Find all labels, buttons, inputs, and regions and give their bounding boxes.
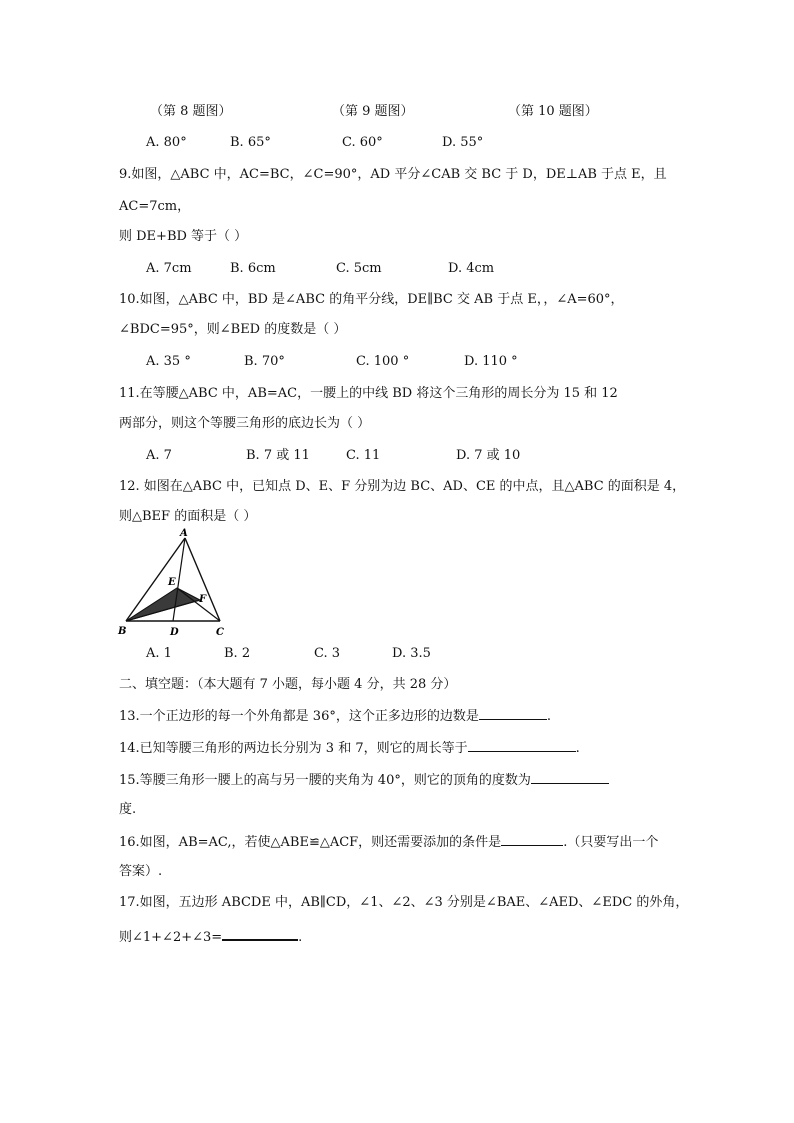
label-a: A — [180, 528, 188, 539]
q11-option-a: A. 7 — [146, 448, 172, 463]
q11-line-1: 11.在等腰△ABC 中，AB=AC，一腰上的中线 BD 将这个三角形的周长分为 15 和 12 — [119, 386, 618, 401]
label-b: B — [118, 626, 127, 637]
triangle-figure — [112, 528, 242, 640]
q13-line — [119, 706, 551, 726]
q10-line-1: 10.如图，△ABC 中，BD 是∠ABC 的角平分线，DE∥BC 交 AB 于点 E，，∠A=60°， — [119, 292, 624, 307]
label-c: C — [216, 627, 224, 638]
q16-line-2: 答案）. — [119, 864, 163, 879]
q10-option-a: A. 35 ° — [146, 354, 191, 369]
q17-end: . — [298, 930, 303, 945]
q12-option-d: D. 3.5 — [392, 646, 431, 661]
q11-option-c: C. 11 — [346, 448, 381, 463]
q17-line-1: 17.如图，五边形 ABCDE 中，AB∥CD，∠1、∠2、∠3 分别是∠BAE、∠AED、∠EDC 的外角， — [119, 895, 689, 910]
q9-option-b: B. 6cm — [230, 261, 276, 276]
q14-text: 14.已知等腰三角形的两边长分别为 3 和 7，则它的周长等于 — [119, 741, 468, 756]
q14-answer-blank[interactable] — [468, 738, 576, 752]
q9-line-2: AC=7cm， — [119, 199, 191, 214]
q10-option-d: D. 110 ° — [464, 354, 518, 369]
label-d: D — [170, 627, 179, 638]
q12-option-b: B. 2 — [224, 646, 251, 661]
side-ac — [185, 538, 220, 621]
q15-line-2: 度. — [119, 802, 137, 817]
section-2-heading: 二、填空题：（本大题有 7 小题，每小题 4 分，共 28 分） — [119, 677, 457, 692]
q8-option-d: D. 55° — [442, 135, 484, 150]
q9-option-d: D. 4cm — [448, 261, 495, 276]
label-f: F — [199, 594, 207, 605]
q15-text: 15.等腰三角形一腰上的高与另一腰的夹角为 40°，则它的顶角的度数为 — [119, 773, 531, 788]
q13-end: . — [546, 709, 551, 724]
q17-line-2 — [119, 926, 302, 947]
q11-line-2: 两部分，则这个等腰三角形的底边长为（ ） — [119, 416, 371, 431]
label-e: E — [168, 577, 176, 588]
q12-line-1: 12. 如图在△ABC 中，已知点 D、E、F 分别为边 BC、AD、CE 的中点，且△ABC 的面积是 4， — [119, 479, 686, 494]
q9-line-1: 9.如图，△ABC 中，AC=BC，∠C=90°，AD 平分∠CAB 交 BC 于 D，DE⊥AB 于点 E，且 — [119, 167, 667, 182]
q16-text-end: .（只要写出一个 — [563, 835, 659, 850]
q11-option-d: D. 7 或 10 — [456, 448, 521, 463]
q11-option-b: B. 7 或 11 — [246, 448, 310, 463]
q17-text: 则∠1+∠2+∠3= — [119, 930, 223, 945]
q8-option-b: B. 65° — [230, 135, 271, 150]
q9-option-c: C. 5cm — [336, 261, 382, 276]
figure-9-caption: （第 9 题图） — [332, 104, 414, 119]
q10-line-2: ∠BDC=95°，则∠BED 的度数是（ ） — [119, 322, 347, 337]
q13-answer-blank[interactable] — [479, 706, 547, 720]
q10-option-c: C. 100 ° — [356, 354, 410, 369]
q16-answer-blank[interactable] — [501, 832, 563, 846]
q14-line — [119, 738, 580, 758]
q12-option-a: A. 1 — [146, 646, 172, 661]
q9-line-3: 则 DE+BD 等于（ ） — [119, 229, 248, 244]
q15-answer-blank[interactable] — [531, 770, 609, 784]
q10-option-b: B. 70° — [244, 354, 285, 369]
q12-option-c: C. 3 — [314, 646, 341, 661]
q8-option-a: A. 80° — [146, 135, 187, 150]
q15-line-1 — [119, 770, 609, 790]
q14-end: . — [575, 741, 580, 756]
q16-line-1 — [119, 832, 658, 852]
q12-line-2: 则△BEF 的面积是（ ） — [119, 509, 257, 524]
figure-10-caption: （第 10 题图） — [508, 104, 598, 119]
figure-8-caption: （第 8 题图） — [150, 104, 232, 119]
q9-option-a: A. 7cm — [146, 261, 192, 276]
q8-option-c: C. 60° — [342, 135, 383, 150]
q13-text: 13.一个正边形的每一个外角都是 36°，这个正多边形的边数是 — [119, 709, 479, 724]
q17-answer-blank[interactable] — [222, 926, 298, 941]
q16-text: 16.如图，AB=AC,，若使△ABE≌△ACF，则还需要添加的条件是 — [119, 835, 502, 850]
